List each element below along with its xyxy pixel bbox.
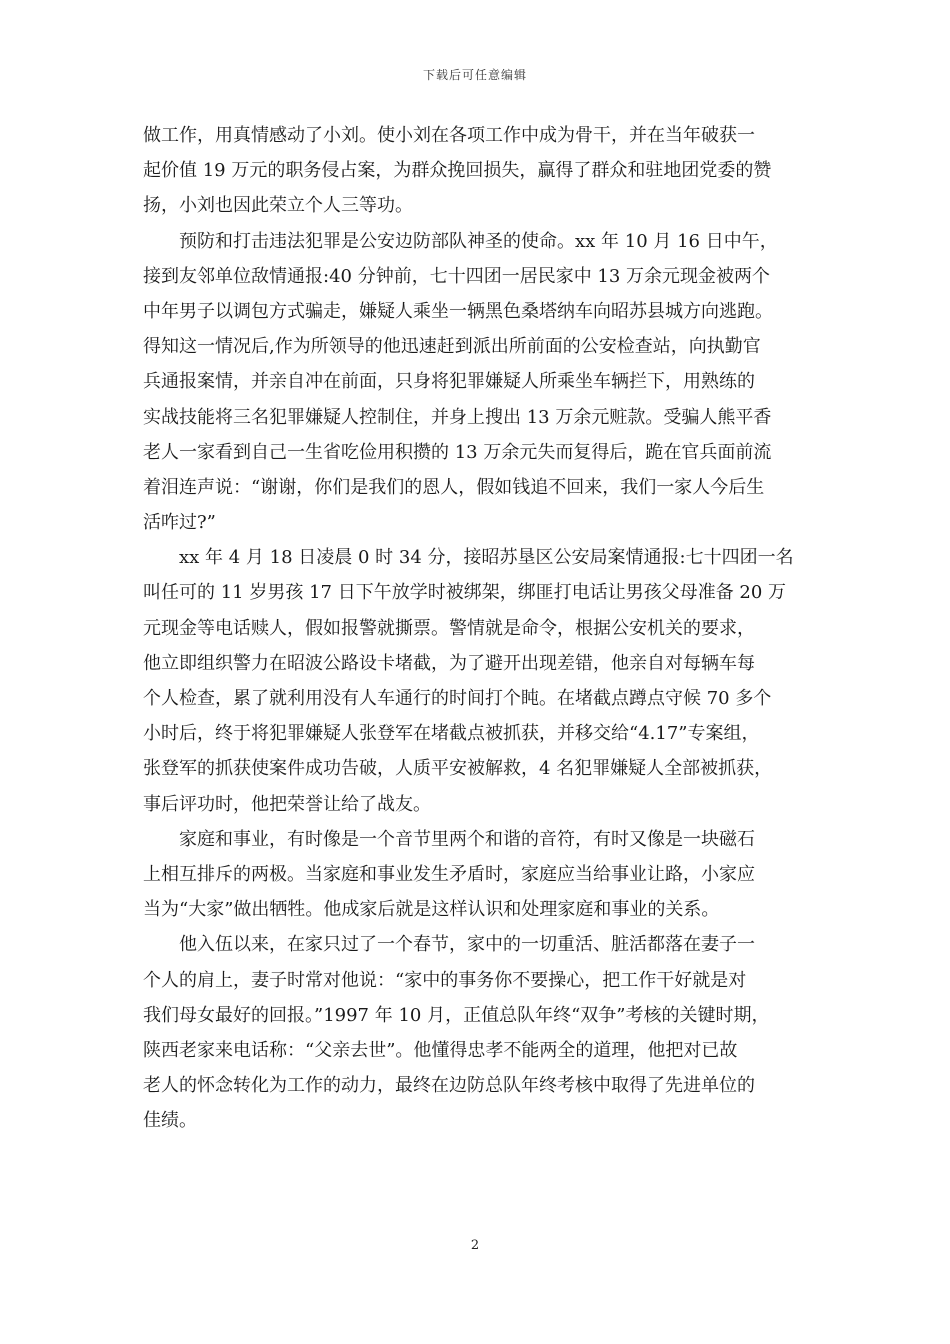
paragraph-5-line: 佳绩。 xyxy=(143,1110,197,1132)
paragraph-2-line: 老人一家看到自己一生省吃俭用积攒的 13 万余元失而复得后，跪在官兵面前流 xyxy=(143,441,772,463)
paragraph-4-line: 上相互排斥的两极。当家庭和事业发生矛盾时，家庭应当给事业让路，小家应 xyxy=(143,863,755,885)
paragraph-5-line: 个人的肩上，妻子时常对他说：“家中的事务你不要操心，把工作干好就是对 xyxy=(143,969,747,991)
paragraph-5-line: 陕西老家来电话称：“父亲去世”。他懂得忠孝不能两全的道理，他把对已故 xyxy=(143,1039,738,1061)
paragraph-5-line: 他入伍以来，在家只过了一个春节，家中的一切重活、脏活都落在妻子一 xyxy=(179,934,755,956)
paragraph-4-line: 当为“大家”做出牺牲。他成家后就是这样认识和处理家庭和事业的关系。 xyxy=(143,899,720,921)
paragraph-1-line: 做工作，用真情感动了小刘。使小刘在各项工作中成为骨干，并在当年破获一 xyxy=(143,125,755,146)
paragraph-1-line: 扬，小刘也因此荣立个人三等功。 xyxy=(143,195,413,217)
paragraph-2-line: 活咋过?” xyxy=(143,512,216,534)
paragraph-2-line: 实战技能将三名犯罪嫌疑人控制住，并身上搜出 13 万余元赃款。受骗人熊平香 xyxy=(143,406,772,428)
paragraph-3-line: 个人检查，累了就利用没有人车通行的时间打个盹。在堵截点蹲点守候 70 多个 xyxy=(143,688,772,709)
paragraph-3-line: 元现金等电话赎人，假如报警就撕票。警情就是命令，根据公安机关的要求， xyxy=(143,617,755,639)
paragraph-2-line: 接到友邻单位敌情通报:40 分钟前，七十四团一居民家中 13 万余元现金被两个 xyxy=(143,265,771,287)
paragraph-container xyxy=(143,118,811,1138)
paragraph-3-line: 叫任可的 11 岁男孩 17 日下午放学时被绑架，绑匪打电话让男孩父母准备 20 万 xyxy=(143,582,787,604)
page-number: 2 xyxy=(470,1238,480,1253)
paragraph-3-line: 他立即组织警力在昭波公路设卡堵截，为了避开出现差错，他亲自对每辆车每 xyxy=(143,652,755,674)
paragraph-5-line: 老人的怀念转化为工作的动力，最终在边防总队年终考核中取得了先进单位的 xyxy=(143,1075,755,1097)
document-body xyxy=(143,118,811,1138)
paragraph-2-line: 中年男子以调包方式骗走，嫌疑人乘坐一辆黑色桑塔纳车向昭苏县城方向逃跑。 xyxy=(143,300,773,322)
paragraph-3-line: 张登军的抓获使案件成功告破，人质平安被解救，4 名犯罪嫌疑人全部被抓获， xyxy=(143,758,773,780)
paragraph-3-line: xx 年 4 月 18 日凌晨 0 时 34 分，接昭苏垦区公安局案情通报:七十四团一名 xyxy=(179,547,794,569)
paragraph-2-line: 得知这一情况后,作为所领导的他迅速赶到派出所前面的公安检查站，向执勤官 xyxy=(143,336,761,358)
paragraph-3-line: 事后评功时，他把荣誉让给了战友。 xyxy=(143,793,431,815)
paragraph-2-line: 预防和打击违法犯罪是公安边防部队神圣的使命。xx 年 10 月 16 日中午， xyxy=(179,230,778,252)
paragraph-5-line: 我们母女最好的回报。”1997 年 10 月，正值总队年终“双争”考核的关键时期， xyxy=(143,1004,770,1026)
paragraph-2-line: 着泪连声说：“谢谢，你们是我们的恩人，假如钱追不回来，我们一家人今后生 xyxy=(143,476,765,498)
paragraph-3-line: 小时后，终于将犯罪嫌疑人张登军在堵截点被抓获，并移交给“4.17”专案组， xyxy=(143,723,760,745)
paragraph-4-line: 家庭和事业，有时像是一个音节里两个和谐的音符，有时又像是一块磁石 xyxy=(179,828,755,850)
paragraph-1-line: 起价值 19 万元的职务侵占案，为群众挽回损失，赢得了群众和驻地团党委的赞 xyxy=(143,160,772,182)
page-header: 下载后可任意编辑 xyxy=(422,68,527,82)
paragraph-2-line: 兵通报案情，并亲自冲在前面，只身将犯罪嫌疑人所乘坐车辆拦下，用熟练的 xyxy=(143,371,755,393)
